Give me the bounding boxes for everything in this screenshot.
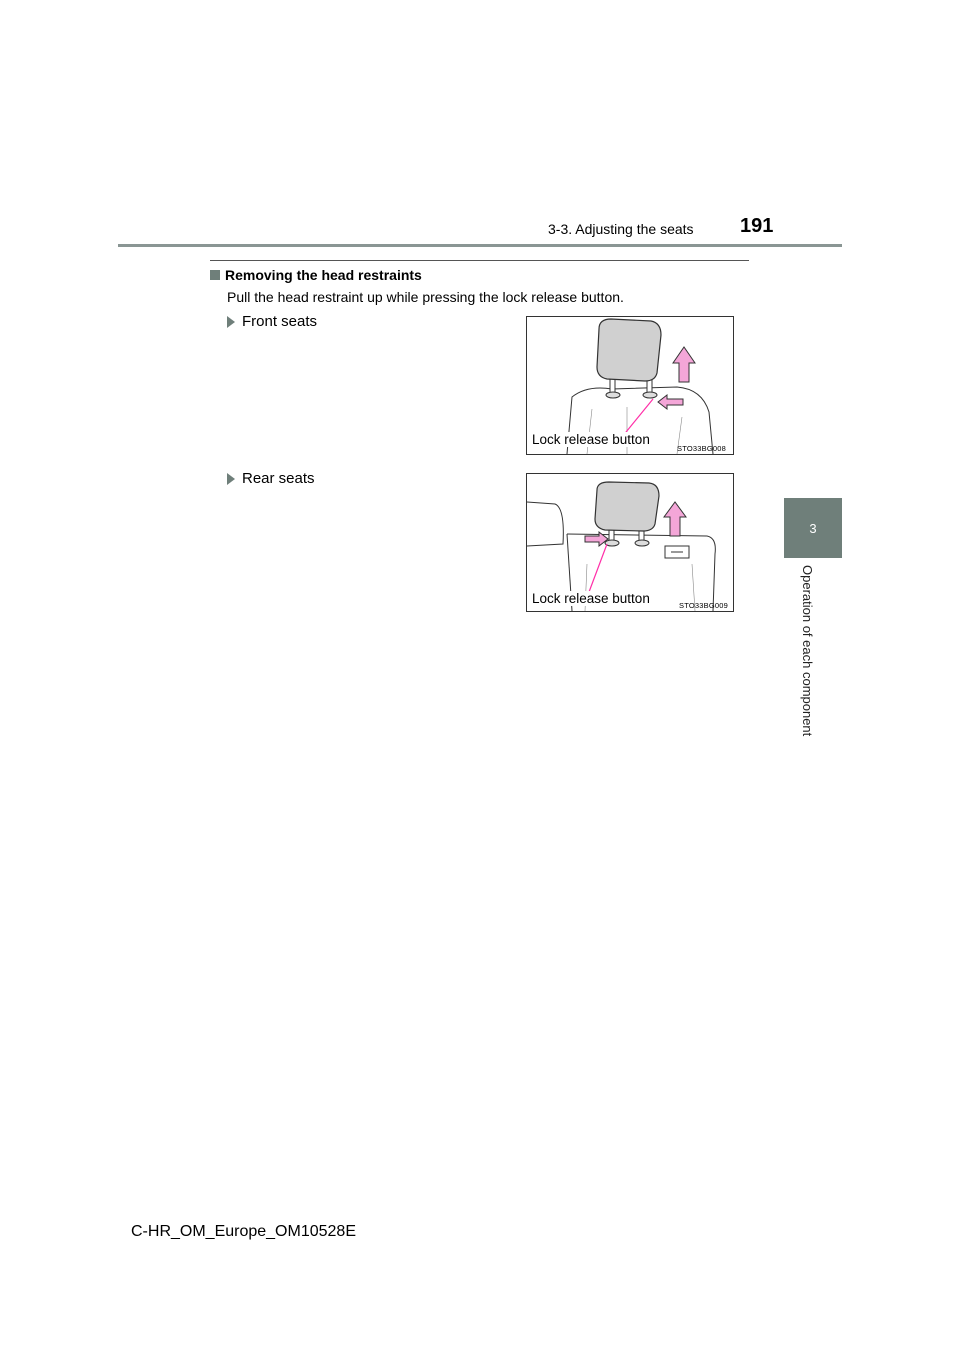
section-title: 3-3. Adjusting the seats (548, 221, 694, 237)
rear-seat-figure (526, 473, 734, 612)
header-rule (118, 244, 842, 247)
chapter-tab (784, 498, 842, 558)
item-label: Rear seats (242, 470, 315, 487)
lock-release-callout: Lock release button (532, 432, 650, 447)
item-front-seats (227, 313, 317, 330)
chapter-label: Operation of each component (800, 565, 815, 737)
subsection-heading (210, 267, 422, 283)
page-number: 191 (740, 215, 774, 237)
square-bullet-icon (210, 270, 220, 280)
triangle-bullet-icon (227, 316, 235, 328)
front-seat-figure (526, 316, 734, 455)
chapter-number: 3 (809, 520, 817, 536)
section-divider (210, 260, 749, 261)
item-rear-seats (227, 470, 315, 487)
figure-code: STO33BG008 (677, 444, 726, 453)
figure-code: STO33BG009 (679, 601, 728, 610)
item-label: Front seats (242, 313, 318, 330)
subsection-heading-text: Removing the head restraints (225, 267, 422, 283)
manual-id: C-HR_OM_Europe_OM10528E (131, 1223, 356, 1240)
triangle-bullet-icon (227, 473, 235, 485)
lock-release-callout: Lock release button (532, 591, 650, 606)
instruction-text: Pull the head restraint up while pressing the lock release button. (227, 289, 624, 305)
